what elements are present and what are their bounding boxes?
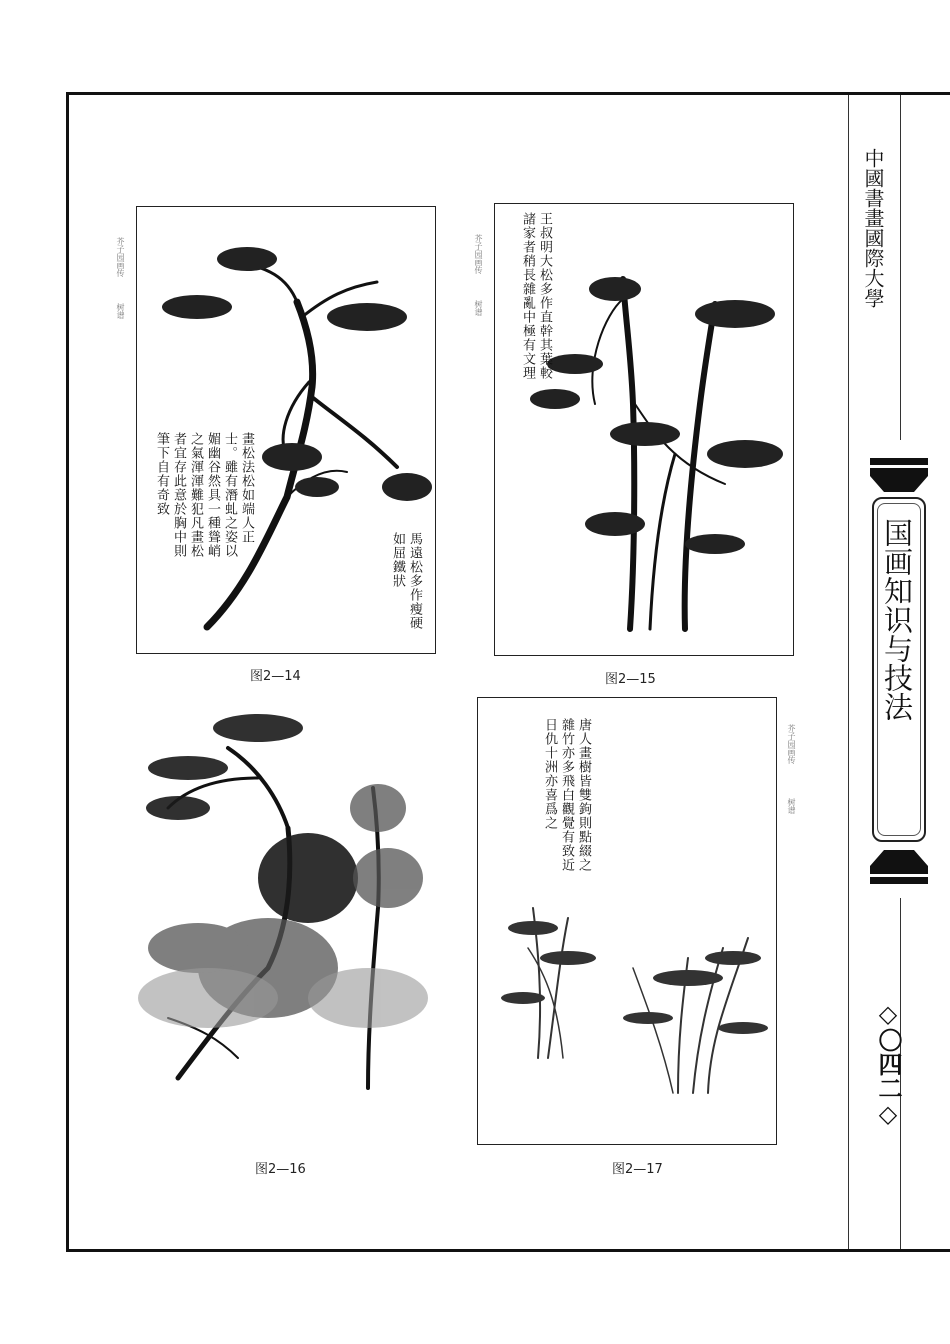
source-sublabel: 树谱 — [474, 300, 483, 316]
figure-caption: 图2—16 — [255, 1162, 306, 1177]
source-sublabel: 树谱 — [787, 798, 796, 814]
figure-plate-2-17 — [477, 697, 796, 1145]
banner-title: 国画知识与技法 — [880, 518, 914, 721]
figure-plate-2-15 — [474, 203, 794, 656]
source-label: 芥子园画传 — [787, 724, 796, 764]
figure-plate-2-14 — [116, 206, 436, 654]
trees-ink-painting — [118, 698, 448, 1098]
banner-bottom-ornament — [870, 846, 928, 874]
banner-bottom-bar — [870, 877, 928, 884]
university-title: 中國書畫國際大學 — [861, 148, 885, 308]
column-rule — [900, 95, 901, 440]
banner-top-bar — [870, 458, 928, 465]
banner-top-ornament — [870, 468, 928, 496]
painting-inscription: 畫松法松如端人正士。雖有潛虬之姿以媚幽谷然具一種聳峭之氣渾渾難犯凡畫松者宜存此意於胸中則筆下自有奇致 — [154, 432, 254, 558]
figure-caption: 图2—15 — [605, 672, 656, 687]
painting-inscription-side: 馬遠松多作瘦硬如屈鐵狀 — [390, 532, 422, 630]
source-sublabel: 树谱 — [116, 303, 125, 319]
page-number: ◇〇四二◇ — [874, 1000, 902, 1128]
painting-inscription: 王叔明大松多作直幹其葉較諸家者稍長雜亂中極有文理 — [520, 212, 552, 380]
painting-inscription: 唐人畫樹皆雙鉤則點綴之雜竹亦多飛白觀覺有致近日仇十洲亦喜爲之 — [542, 718, 591, 872]
source-label: 芥子园画传 — [116, 237, 125, 277]
column-rule — [848, 95, 849, 1249]
figure-caption: 图2—17 — [612, 1162, 663, 1177]
figure-caption: 图2—14 — [250, 669, 301, 684]
source-label: 芥子园画传 — [474, 234, 483, 274]
